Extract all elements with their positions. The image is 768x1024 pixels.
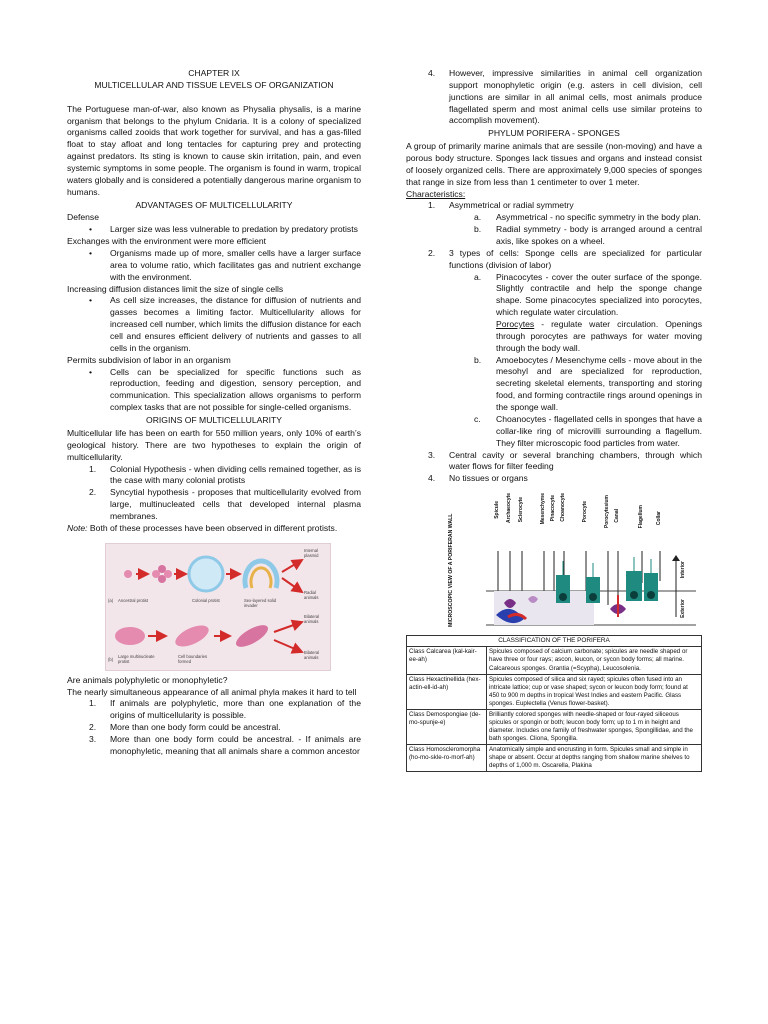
bilateral-animal (233, 621, 271, 651)
intro-paragraph: The Portuguese man-of-war, also known as Physalia physalis, is a marine organism that belongs to the phylum Cnidaria. It is a colony of specialized organisms called zooids that work together for survival, and has a gas-filled float to stay afloat and long tentacles for capturing prey and protecting against predators. Its sting is known to cause skin irritation, pain, and even systemic symptoms in some people. The organism is found in warm, tropical waters globally and is considered a potentially dangerous marine organism to humans. (67, 103, 361, 197)
list-item (406, 68, 702, 127)
table-row (407, 745, 702, 772)
figure-label: Archaeocyte (506, 493, 512, 524)
colonial-protist-sphere (189, 557, 223, 591)
origins-figure (105, 543, 331, 671)
table-cell-class: Class Calcarea (kal-kair-ee-ah) (407, 647, 487, 674)
multinucleate-protist (115, 627, 145, 645)
list-number: 3. (428, 449, 436, 460)
exchanges-subheading: Exchanges with the environment were more efficient (67, 236, 267, 247)
figure-label: Ancestral protist (118, 597, 149, 603)
chapter-title: MULTICELLULAR AND TISSUE LEVELS OF ORGANIZATION (94, 79, 334, 90)
table-cell-class: Class Demospongiae (de-mo-spunje-e) (407, 709, 487, 744)
list-text: More than one body form could be ancestral. - If animals are monophyletic, meaning that all animals share a common ancestor (110, 733, 361, 756)
cell-boundaries (172, 621, 211, 651)
figure-label: Porocyte (582, 501, 588, 523)
porifera-heading: PHYLUM PORIFERA - SPONGES (488, 128, 620, 139)
table-title: CLASSIFICATION OF THE PORIFERA (407, 636, 702, 647)
list-item: • Cells can be specialized for specific functions such as reproduction, feeding and digestion, sensory perception, and communication. This specialization allows organisms to perform complex tasks that are not possible for single-celled organisms. (67, 367, 361, 414)
note-label: Note: (67, 522, 88, 533)
defense-subheading: Defense (67, 212, 100, 223)
list-text: Central cavity or several branching chambers, through which water flows for filter feeding (449, 449, 702, 472)
list-text: Radial symmetry - body is arranged around a central axis, like spokes on a wheel. (496, 224, 702, 247)
list-number: 4. (428, 473, 436, 484)
figure-label: Porocytesium (604, 495, 610, 529)
poriferan-wall-figure (446, 491, 710, 633)
characteristics-list-3 (406, 450, 702, 486)
list-text: Syncytial hypothesis - proposes that multicellularity evolved from large, multinucleated cells that developed internal plasma membranes. (110, 487, 361, 521)
list-item (67, 487, 361, 523)
table-cell-class: Class Homoscleromorpha (ho-mo-skle-ro-morf-ah) (407, 745, 487, 772)
subdivision-subheading: Permits subdivision of labor in an organism (67, 354, 231, 365)
note-paragraph (67, 523, 361, 535)
note-text: Both of these processes have been observed in different protists. (87, 522, 338, 533)
list-text: Choanocytes - flagellated cells in sponges that have a collar-like ring of microvilli surrounding a flagellum. They filter microscopic food particles from water. (496, 413, 702, 448)
figure-label: Choanocyte (560, 493, 566, 522)
figure-label: Collar (656, 511, 662, 526)
arrow (282, 560, 302, 572)
list-number: 2. (428, 247, 436, 258)
list-item (406, 212, 702, 224)
table-cell-description: Spicules composed of silica and six rayed; spicules often fused into an intricate lattice; cup or vase shaped; sycon or leucon body form; found at 450 to 900 m depths in tropical West Indies and eastern Pacific. Glass sponges. Euplectella (Venus flower-basket). (487, 674, 702, 709)
figure-label: Radial animals (304, 589, 319, 601)
table-row (407, 709, 702, 744)
figure-label: Sclerocyte (518, 497, 524, 523)
list-item: • As cell size increases, the distance for diffusion of nutrients and gasses becomes a limiting factor. Multicellularity allows for increased cell number, which limits the diffusion distance for each cell and ensures efficient delivery of nutrients and gasses to all cells in the organism. (67, 295, 361, 354)
characteristics-heading: Characteristics: (406, 188, 466, 199)
figure-label: Flagellum (638, 505, 644, 529)
list-letter: a. (474, 271, 482, 282)
list-text: 3 types of cells: Sponge cells are specialized for particular functions (division of labor) (449, 247, 702, 270)
table-row (407, 674, 702, 709)
table-cell-description: Brilliantly colored sponges with needle-shaped or four-rayed siliceous spicules or spongin or both; leucon body form; up to 1 m in height and diameter. Includes one family of freshwater sponges, Spongillidae, and the bath sponges. Cliona, Spongilla. (487, 709, 702, 744)
classification-table (406, 635, 702, 772)
figure-label: Internal plasmid (304, 547, 319, 559)
figure-label: Pinacocyte (550, 495, 556, 522)
characteristics-list (406, 200, 702, 212)
list-item (406, 414, 702, 450)
list-text: Pinacocytes - cover the outer surface of the sponge. Slightly contractile and help the sponge change shape. Some pinacocytes specialized into porocytes, which regulate water circulation. (496, 271, 702, 318)
defense-list (67, 224, 361, 236)
origins-paragraph: Multicellular life has been on earth for 550 million years, only 10% of earth’s geological history. There are two hypotheses to explain the origin of multicellularity. (67, 427, 361, 462)
table-cell-class: Class Hexactinellida (hex-actin-ell-id-ah) (407, 674, 487, 709)
diffusion-list (67, 295, 361, 354)
diffusion-subheading: Increasing diffusion distances limit the size of single cells (67, 283, 284, 294)
figure-label: Large multinucleate protist (118, 653, 155, 665)
figure-label: Mesenchyme (540, 493, 546, 525)
inner-layer (251, 568, 271, 588)
exchanges-list (67, 248, 361, 284)
direction-arrow-head (672, 555, 680, 561)
list-number: 1. (428, 200, 436, 211)
cell-types-sublist (406, 272, 702, 450)
arrow (274, 622, 302, 632)
list-text: Amoebocytes / Mesenchyme cells - move about in the mesohyl and are specialized for reproduction, secreting skeletal elements, transporting and storing food, and forming contractile rings around openings in the sponge wall. (496, 354, 702, 413)
figure-label: Colonial protist (192, 597, 220, 603)
list-text: Asymmetrical or radial symmetry (449, 200, 574, 211)
list-text: Asymmetrical - no specific symmetry in the body plan. (496, 212, 701, 223)
list-number: 4. (428, 68, 436, 78)
origins-heading: ORIGINS OF MULTICELLULARITY (146, 415, 282, 426)
list-item (67, 722, 361, 734)
arrow (274, 640, 302, 652)
figure-label: Canal (614, 509, 620, 523)
list-text: Colonial Hypothesis - when dividing cells remained together, as is the case with many colonial protists (110, 463, 361, 486)
figure-label: Bilateral animals (304, 649, 320, 661)
list-letter: b. (474, 224, 482, 235)
list-letter: a. (474, 212, 482, 223)
porocytes-definition: - regulate water circulation. Openings through porocytes are pathways for water moving through the body wall. (496, 319, 702, 353)
list-number: 1. (89, 698, 97, 709)
list-item (67, 464, 361, 488)
figure-label: Spicule (494, 501, 500, 519)
list-item (406, 355, 702, 414)
list-item (406, 450, 702, 474)
question-heading: Are animals polyphyletic or monophyletic? (67, 674, 228, 685)
list-text: However, impressive similarities in animal cell organization support monophyletic origin (e.g. asters in cell division, cell junctions are similar in all animal cells, most animals produce flagellated sperm and most animal cells use similar proteins to accomplish movement). (449, 68, 702, 126)
origins-figure-svg (106, 544, 332, 672)
symmetry-sublist (406, 212, 702, 248)
list-item: • Organisms made up of more, smaller cells have a larger surface area to volume ratio, which facilitates gas and nutrient exchange with the environment. (67, 248, 361, 284)
table-row (407, 647, 702, 674)
list-number: 3. (89, 733, 97, 744)
list-text: If animals are polyphyletic, more than one explanation of the origins of multicellularity is possible. (110, 698, 361, 721)
phyletic-list-continued (406, 68, 702, 127)
cluster-cells (152, 565, 172, 583)
phyletic-list (67, 698, 361, 757)
porifera-paragraph: A group of primarily marine animals that are sessile (non-moving) and have a porous body structure. Sponges lack tissues and organs and instead consist of loosely organized cells. There are approximately 9,000 species of sponges that range in size from less than 1 centimeter to over 1 meter. (406, 141, 702, 187)
list-item (406, 272, 702, 355)
figure-label-exterior: Exterior (680, 599, 686, 618)
list-item (67, 698, 361, 722)
poriferan-wall-svg (446, 491, 710, 633)
list-item (67, 734, 361, 758)
list-item (406, 200, 702, 212)
ancestral-protist-cell (124, 570, 132, 578)
advantages-heading: ADVANTAGES OF MULTICELLULARITY (135, 199, 293, 210)
arrow (282, 578, 302, 592)
list-item (406, 224, 702, 248)
list-item (406, 473, 702, 485)
list-text: No tissues or organs (449, 473, 528, 484)
hypotheses-list (67, 464, 361, 523)
list-number: 2. (89, 722, 97, 733)
list-number: 1. (89, 463, 97, 474)
left-column (67, 68, 361, 758)
figure-label: Sex-layered solid invader (244, 597, 277, 609)
chapter-number: CHAPTER IX (188, 68, 240, 78)
characteristics-list-2 (406, 248, 702, 272)
figure-letter-a: (a) (108, 597, 114, 603)
list-number: 2. (89, 487, 97, 498)
list-letter: c. (474, 413, 481, 424)
list-text: More than one body form could be ancestral. (110, 722, 281, 733)
list-item: • Larger size was less vulnerable to predation by predatory protists (67, 224, 361, 236)
table-cell-description: Spicules composed of calcium carbonate; spicules are needle shaped or have three or four rays; ascon, leucon, or sycon body forms; all marine. Calcareous sponges. Grantia (=Scypha), Leucosolenia. (487, 647, 702, 674)
porocytes-term: Porocytes (496, 319, 535, 330)
figure-label: Bilateral animals (304, 613, 320, 625)
figure-letter-b: (b) (108, 656, 114, 662)
figure-label-interior: Interior (680, 561, 686, 579)
right-column (406, 68, 702, 772)
subdivision-list (67, 367, 361, 414)
table-header-row (407, 636, 702, 647)
figure-label: Cell boundaries formed (178, 653, 208, 665)
list-item (406, 248, 702, 272)
question-paragraph: The nearly simultaneous appearance of all animal phyla makes it hard to tell (67, 686, 357, 697)
figure-side-title: MICROSCOPIC VIEW OF A PORIFERAN WALL (448, 513, 454, 628)
table-cell-description: Anatomically simple and encrusting in form. Spicules small and simple in shape or absent. Occur at depths ranging from shallow marine shelves to depths of 1,000 m. Oscarella, Plakina (487, 745, 702, 772)
list-letter: b. (474, 354, 482, 365)
